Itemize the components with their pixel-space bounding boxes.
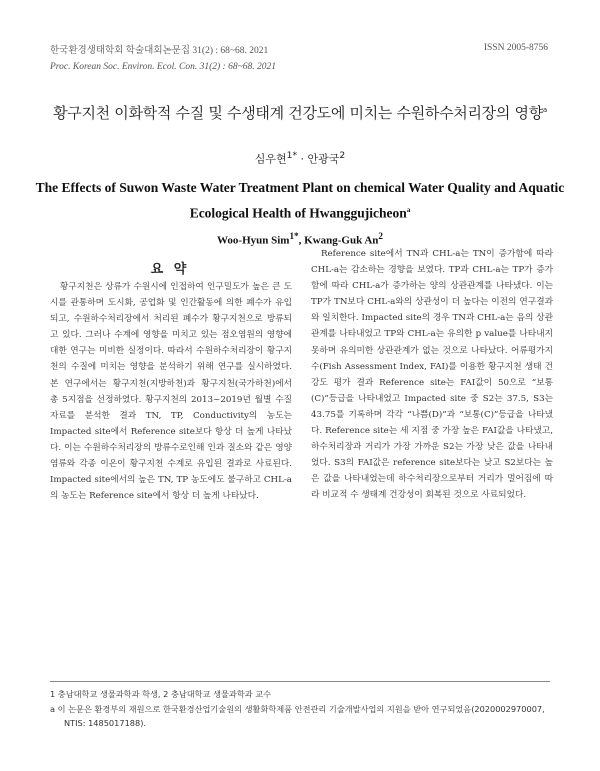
title-korean <box>50 98 550 126</box>
issn: ISSN 2005-8756 <box>483 43 548 53</box>
journal-citation-en: Proc. Korean Soc. Environ. Ecol. Con. 31(2) : 68~68. 2021 <box>50 62 276 72</box>
authors-korean <box>0 150 600 167</box>
author2-ko: 안광국 <box>307 152 340 166</box>
author2-ko-mark: 2 <box>339 150 346 161</box>
journal-citation <box>50 43 276 75</box>
title-korean-footnote-mark: a <box>542 106 547 114</box>
abstract-heading: 요 약 <box>150 262 190 277</box>
abstract-left-column: 황구지천은 상류가 수원시에 인접하여 인구밀도가 높은 큰 도시를 관통하며 도시화, 공업화 및 인간활동에 의한 폐수가 유입되고, 수원하수처리장에서 처리된 폐수가 황구지천으로 방류되고 있다. 그러나 수계에 영향을 미치고 있는 점오염원의 영향에 대한 연구는 미비한 실정이다. 따라서 수원하수처리장이 황구지천의 수질에 미치는 영향을 분석하기 위해 연구를 실시하였다. 본 연구에서는 황구지천(지방하천)과 황구지천(국가하천)에서 총 5지점을 선정하였다. 황구지천의 2013~2019년 월별 수질자료를 분석한 결과 TN, TP, Conductivity의 농도는 Impacted site에서 Reference site보다 항상 더 높게 나타났다. 이는 수원하수처리장의 방류수로인해 인과 질소와 같은 영양염류와 각종 이온이 황구지천 수계로 유입된 결과로 사료된다. Impacted site에서의 높은 TN, TP 농도에도 불구하고 CHL-a의 농도는 Reference site에서 항상 더 높게 나타났다. <box>50 282 292 502</box>
author1-ko-mark: 1* <box>286 150 298 161</box>
author1-en: Woo-Hyun Sim <box>217 234 290 247</box>
footnote-affiliations: 1 충남대학교 생물과학과 학생, 2 충남대학교 생물과학과 교수 <box>50 689 272 699</box>
footnote-funding-line1: a 이 논문은 환경부의 재원으로 한국환경산업기술원의 생활화학제품 안전관리 기술개발사업의 지원을 받아 연구되었음(2020002970007, <box>50 704 545 714</box>
author2-en: Kwang-Guk An <box>304 234 379 247</box>
footnote-funding <box>50 703 555 730</box>
footnote-divider <box>50 681 550 682</box>
title-english-text: The Effects of Suwon Waste Water Treatment Plant on chemical Water Quality and Aquatic Ecological Health of Hwanggujicheon <box>35 180 565 221</box>
author1-ko: 심우현 <box>254 152 287 166</box>
title-english <box>30 176 570 225</box>
author-separator-ko: · <box>297 152 308 166</box>
author1-en-mark: 1* <box>289 231 299 241</box>
journal-citation-ko: 한국환경생태학회 학술대회논문집 31(2) : 68~68. 2021 <box>50 46 269 56</box>
authors-english <box>0 231 600 247</box>
author-separator-en: , <box>298 234 305 247</box>
title-korean-text: 황구지천 이화학적 수질 및 수생태계 건강도에 미치는 수원하수처리장의 영향 <box>53 104 543 122</box>
footnote-funding-line2: NTIS: 1485017188). <box>64 717 146 728</box>
title-english-footnote-mark: a <box>406 206 411 214</box>
author2-en-mark: 2 <box>378 231 383 241</box>
abstract-right-column: Reference site에서 TN과 CHL-a는 TN이 증가함에 따라 CHL-a는 감소하는 경향을 보였다. TP과 CHL-a는 TP가 증가함에 따라 CHL-a가 증가하는 양의 상관관계를 나타냈다. 이는 TP가 TN보다 CHL-a와의 상관성이 더 높다는 이전의 연구결과와 일치한다. Impacted site의 경우 TN과 CHL-a는 음의 상관관계를 나타내었고 TP와 CHL-a는 유의한 p value를 나타내지 못하며 유의미한 상관관계가 없는 것으로 나타났다. 어류평가지수(Fish Assessment Index, FAI)를 이용한 황구지천 생태 건강도 평가 결과 Reference site는 FAI값이 50으로 “보통(C)”등급을 나타내었고 Impacted site 중 S2는 37.5, S3는 43.75를 기록하며 각각 “나쁨(D)”과 “보통(C)”등급을 나타냈다. Reference site는 세 지점 중 가장 높은 FAI값을 나타냈고, 하수처리장과 거리가 가장 가까운 S2는 가장 낮은 값을 나타내었다. S3의 FAI값은 reference site보다는 낮고 S2보다는 높은 값을 나타내었는데 하수처리장으로부터 거리가 멀어짐에 따라 비교적 수 생태계 건강성이 회복된 것으로 사료되었다. <box>311 249 553 501</box>
